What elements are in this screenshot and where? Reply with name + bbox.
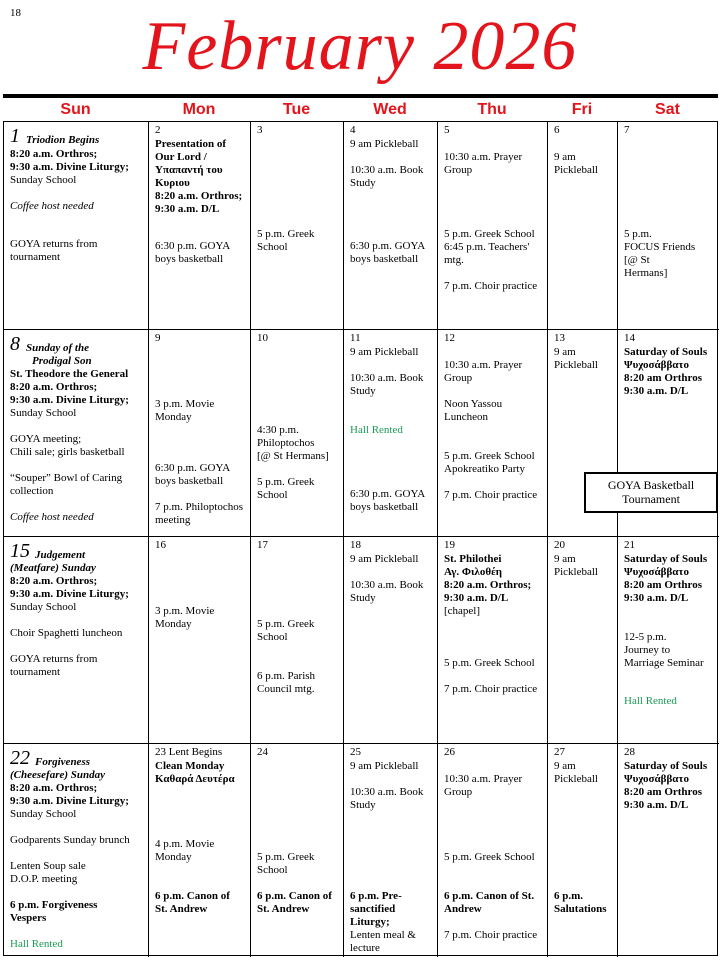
day-number: 28: [624, 746, 635, 758]
event-line: [chapel]: [444, 605, 481, 617]
event-line: 12-5 p.m.: [624, 631, 667, 643]
event-line: School: [257, 864, 288, 876]
event-line: 8:20 a.m. Orthros;: [10, 381, 98, 393]
event-line: 8:20 am Orthros: [624, 786, 703, 798]
day-number: 25: [350, 746, 361, 758]
weekday-wed: Wed: [373, 101, 407, 118]
event-line: Luncheon: [444, 411, 488, 423]
event-line: Our Lord /: [155, 151, 207, 163]
day-number: 9: [155, 332, 161, 344]
event-line: Vespers: [10, 912, 47, 924]
event-line: 6 p.m. Parish: [257, 670, 316, 682]
event-line: Study: [350, 177, 376, 189]
event-line: 3 p.m. Movie: [155, 605, 215, 617]
event-line: Pickleball: [554, 359, 598, 371]
event-line: GOYA meeting;: [10, 433, 82, 445]
day-number: 13: [554, 332, 565, 344]
event-line: 9:30 a.m. D/L: [155, 203, 220, 215]
day-number: 20: [554, 539, 565, 551]
event-line: Ψυχοσάββατο: [624, 359, 689, 371]
event-line: 8:20 a.m. Orthros;: [10, 782, 98, 794]
calendar: [3, 94, 718, 956]
event-line: 6:30 p.m. GOYA: [155, 462, 231, 474]
event-line: 10:30 a.m. Prayer: [444, 359, 523, 371]
event-line: lecture: [350, 942, 380, 954]
event-line: Noon Yassou: [444, 398, 503, 410]
event-line: Sunday School: [10, 808, 77, 820]
event-line: St. Theodore the General: [10, 368, 129, 380]
day-number: 1: [10, 125, 20, 147]
event-line: 5 p.m. Greek: [257, 476, 315, 488]
event-line: Apokreatiko Party: [444, 463, 525, 475]
day-cell: [344, 330, 438, 537]
event-line: 8:20 a.m. Orthros;: [10, 148, 98, 160]
event-line: 5 p.m. Greek: [257, 618, 315, 630]
event-line: 8:20 am Orthros: [624, 372, 703, 384]
day-cell: [548, 744, 618, 957]
event-line: 6:30 p.m. GOYA: [350, 240, 426, 252]
event-line: Clean Monday: [155, 760, 225, 772]
event-line: “Souper” Bowl of Caring: [10, 472, 123, 484]
weekday-mon: Mon: [182, 101, 216, 118]
event-line: Ψυχοσάββατο: [624, 773, 689, 785]
event-line: 6 p.m. Canon of: [257, 890, 332, 902]
goya-tournament-box: GOYA Basketball Tournament: [584, 472, 718, 513]
event-line: 10:30 a.m. Book: [350, 372, 424, 384]
day-cell: [251, 744, 344, 957]
event-line: Sunday School: [10, 407, 77, 419]
day-cell: [4, 330, 149, 537]
event-line: 5 p.m. Greek: [257, 228, 315, 240]
event-line: Philoptochos: [257, 437, 315, 449]
event-line: Sunday School: [10, 601, 77, 613]
weekday-tue: Tue: [282, 101, 311, 118]
event-line: sanctified: [350, 903, 396, 915]
event-line: tournament: [10, 666, 61, 678]
day-number: 27: [554, 746, 565, 758]
day-cell: [149, 122, 251, 330]
event-line: 9 am: [554, 346, 576, 358]
event-line: Monday: [155, 851, 192, 863]
day-number: 10: [257, 332, 268, 344]
event-line: 9 am: [554, 151, 576, 163]
day-cell: [251, 122, 344, 330]
day-cell: [4, 744, 149, 957]
event-line: Marriage Seminar: [624, 657, 704, 669]
event-line: 9:30 a.m. D/L: [624, 592, 689, 604]
event-line: 7 p.m. Choir practice: [444, 280, 538, 292]
day-number: 11: [350, 332, 361, 344]
event-line: Triodion Begins: [26, 134, 100, 146]
event-line: 6:45 p.m. Teachers': [444, 241, 530, 253]
event-line: 8:20 a.m. Orthros;: [10, 575, 98, 587]
event-line: 5 p.m. Greek: [257, 851, 315, 863]
event-line: 9:30 a.m. Divine Liturgy;: [10, 394, 129, 406]
event-line: boys basketball: [350, 253, 419, 265]
day-number: 15: [10, 540, 30, 562]
event-line: 3 p.m. Movie: [155, 398, 215, 410]
day-number: 7: [624, 124, 630, 136]
event-line: Study: [350, 385, 376, 397]
event-line: Hermans]: [624, 267, 668, 279]
hall-rented-note: Hall Rented: [10, 938, 63, 950]
event-line: 9:30 a.m. D/L: [624, 385, 689, 397]
day-number: 17: [257, 539, 268, 551]
event-line: School: [257, 241, 288, 253]
event-line: (Cheesefare) Sunday: [10, 769, 106, 781]
event-line: Sunday of the: [26, 342, 89, 354]
event-line: 6 p.m. Canon of: [155, 890, 230, 902]
event-line: GOYA returns from: [10, 653, 98, 665]
event-line: Council mtg.: [257, 683, 315, 695]
event-line: boys basketball: [155, 475, 224, 487]
event-line: Group: [444, 164, 473, 176]
event-line: 10:30 a.m. Prayer: [444, 151, 523, 163]
event-line: Καθαρά Δευτέρα: [155, 773, 235, 785]
day-number: 26: [444, 746, 455, 758]
day-number: 23 Lent Begins: [155, 746, 223, 758]
event-line: 9:30 a.m. Divine Liturgy;: [10, 161, 129, 173]
day-cell: [618, 744, 719, 957]
event-line: Study: [350, 592, 376, 604]
event-line: [@ St: [624, 254, 650, 266]
event-line: St. Andrew: [257, 903, 310, 915]
event-line: 9 am: [554, 760, 576, 772]
event-line: 9 am Pickleball: [350, 553, 419, 565]
event-line: 6:30 p.m. GOYA: [155, 240, 231, 252]
day-cell: [438, 122, 548, 330]
event-line: Sunday School: [10, 174, 77, 186]
event-line: Saturday of Souls: [624, 760, 708, 772]
event-line: 7 p.m. Philoptochos: [155, 501, 244, 513]
event-line: 7 p.m. Choir practice: [444, 929, 538, 941]
event-line: mtg.: [444, 254, 464, 266]
event-line: 6 p.m. Pre-: [350, 890, 402, 902]
day-cell: [4, 122, 149, 330]
day-number: 19: [444, 539, 455, 551]
day-number: 22: [10, 747, 30, 769]
event-line: meeting: [155, 514, 191, 526]
day-cell: [149, 330, 251, 537]
day-cell: [548, 122, 618, 330]
event-line: Saturday of Souls: [624, 346, 708, 358]
day-cell: [344, 122, 438, 330]
event-line: 9:30 a.m. D/L: [624, 799, 689, 811]
day-cell: [618, 537, 719, 744]
day-cell: [149, 537, 251, 744]
event-line: 5 p.m.: [624, 228, 652, 240]
day-cell: [344, 744, 438, 957]
event-line: 8:20 am Orthros: [624, 579, 703, 591]
event-line: Group: [444, 372, 473, 384]
event-line: 6:30 p.m. GOYA: [350, 488, 426, 500]
event-line: Journey to: [624, 644, 671, 656]
day-number: 24: [257, 746, 268, 758]
event-line: collection: [10, 485, 54, 497]
event-line: Salutations: [554, 903, 607, 915]
weekday-fri: Fri: [571, 101, 593, 118]
day-cell: [618, 122, 719, 330]
event-line: Andrew: [444, 903, 482, 915]
event-line: 5 p.m. Greek School: [444, 851, 535, 863]
day-cell: [149, 744, 251, 957]
event-line: 9 am Pickleball: [350, 760, 419, 772]
day-cell: [438, 330, 548, 537]
event-line: School: [257, 631, 288, 643]
event-line: Ψυχοσάββατο: [624, 566, 689, 578]
event-line: Liturgy;: [350, 916, 390, 928]
event-line: tournament: [10, 251, 61, 263]
event-line: St. Andrew: [155, 903, 208, 915]
event-line: 7 p.m. Choir practice: [444, 683, 538, 695]
day-number: 21: [624, 539, 635, 551]
event-line: 6 p.m.: [554, 890, 584, 902]
event-line: Coffee host needed: [10, 511, 94, 523]
event-line: 9 am Pickleball: [350, 346, 419, 358]
event-line: 6 p.m. Forgiveness: [10, 899, 98, 911]
event-line: 7 p.m. Choir practice: [444, 489, 538, 501]
event-line: Pickleball: [554, 773, 598, 785]
event-line: 10:30 a.m. Book: [350, 786, 424, 798]
day-number: 8: [10, 333, 20, 355]
event-line: Judgement: [35, 549, 86, 561]
day-cell: [4, 537, 149, 744]
event-line: 4:30 p.m.: [257, 424, 299, 436]
day-cell: [438, 744, 548, 957]
day-number: 18: [350, 539, 361, 551]
page-title: February 2026: [142, 8, 578, 85]
event-line: Choir Spaghetti luncheon: [10, 627, 123, 639]
weekday-sun: Sun: [60, 101, 91, 118]
calendar-grid: [3, 121, 718, 956]
event-line: 9 am: [554, 553, 576, 565]
weekday-header: [3, 98, 718, 122]
event-line: 9:30 a.m. D/L: [444, 592, 509, 604]
event-line: Pickleball: [554, 566, 598, 578]
day-cell: [251, 330, 344, 537]
day-number: 12: [444, 332, 455, 344]
hall-rented-note: Hall Rented: [624, 695, 677, 707]
event-line: Lenten meal &: [350, 929, 416, 941]
event-line: 5 p.m. Greek School: [444, 228, 535, 240]
event-line: 10:30 a.m. Book: [350, 164, 424, 176]
hall-rented-note: Hall Rented: [350, 424, 403, 436]
event-line: Lenten Soup sale: [10, 860, 86, 872]
event-line: School: [257, 489, 288, 501]
event-line: Monday: [155, 411, 192, 423]
event-line: 5 p.m. Greek School: [444, 657, 535, 669]
day-cell: [438, 537, 548, 744]
event-line: St. Philothei: [444, 553, 502, 565]
event-line: [@ St Hermans]: [257, 450, 329, 462]
event-line: Prodigal Son: [32, 355, 92, 367]
event-line: 5 p.m. Greek School: [444, 450, 535, 462]
day-number: 14: [624, 332, 635, 344]
weekday-thu: Thu: [477, 101, 507, 118]
event-line: Presentation of: [155, 138, 226, 150]
day-number: 4: [350, 124, 356, 136]
event-line: D.O.P. meeting: [10, 873, 78, 885]
event-line: 8:20 a.m. Orthros;: [155, 190, 243, 202]
event-line: 9:30 a.m. Divine Liturgy;: [10, 588, 129, 600]
day-number: 2: [155, 124, 161, 136]
event-line: Αγ. Φιλοθέη: [444, 566, 503, 578]
event-line: Κυριου: [155, 177, 190, 189]
event-line: Study: [350, 799, 376, 811]
event-line: Group: [444, 786, 473, 798]
event-line: Pickleball: [554, 164, 598, 176]
day-cell: [251, 537, 344, 744]
event-line: Υπαπαντή του: [155, 164, 223, 176]
event-line: 10:30 a.m. Book: [350, 579, 424, 591]
event-line: Godparents Sunday brunch: [10, 834, 130, 846]
day-cell: [548, 537, 618, 744]
event-line: 4 p.m. Movie: [155, 838, 215, 850]
event-line: (Meatfare) Sunday: [10, 562, 96, 574]
event-line: 9:30 a.m. Divine Liturgy;: [10, 795, 129, 807]
event-line: boys basketball: [155, 253, 224, 265]
event-line: Chili sale; girls basketball: [10, 446, 125, 458]
event-line: 9 am Pickleball: [350, 138, 419, 150]
event-line: Saturday of Souls: [624, 553, 708, 565]
event-line: 6 p.m. Canon of St.: [444, 890, 535, 902]
event-line: boys basketball: [350, 501, 419, 513]
day-cell: [344, 537, 438, 744]
event-line: GOYA returns from: [10, 238, 98, 250]
day-number: 3: [257, 124, 263, 136]
event-line: 10:30 a.m. Prayer: [444, 773, 523, 785]
day-number: 16: [155, 539, 166, 551]
day-number: 6: [554, 124, 560, 136]
event-line: Monday: [155, 618, 192, 630]
page-number: 18: [10, 7, 21, 19]
event-line: Forgiveness: [35, 756, 90, 768]
event-line: Coffee host needed: [10, 200, 94, 212]
day-number: 5: [444, 124, 450, 136]
weekday-sat: Sat: [655, 101, 680, 118]
event-line: 8:20 a.m. Orthros;: [444, 579, 532, 591]
event-line: FOCUS Friends: [624, 241, 696, 253]
